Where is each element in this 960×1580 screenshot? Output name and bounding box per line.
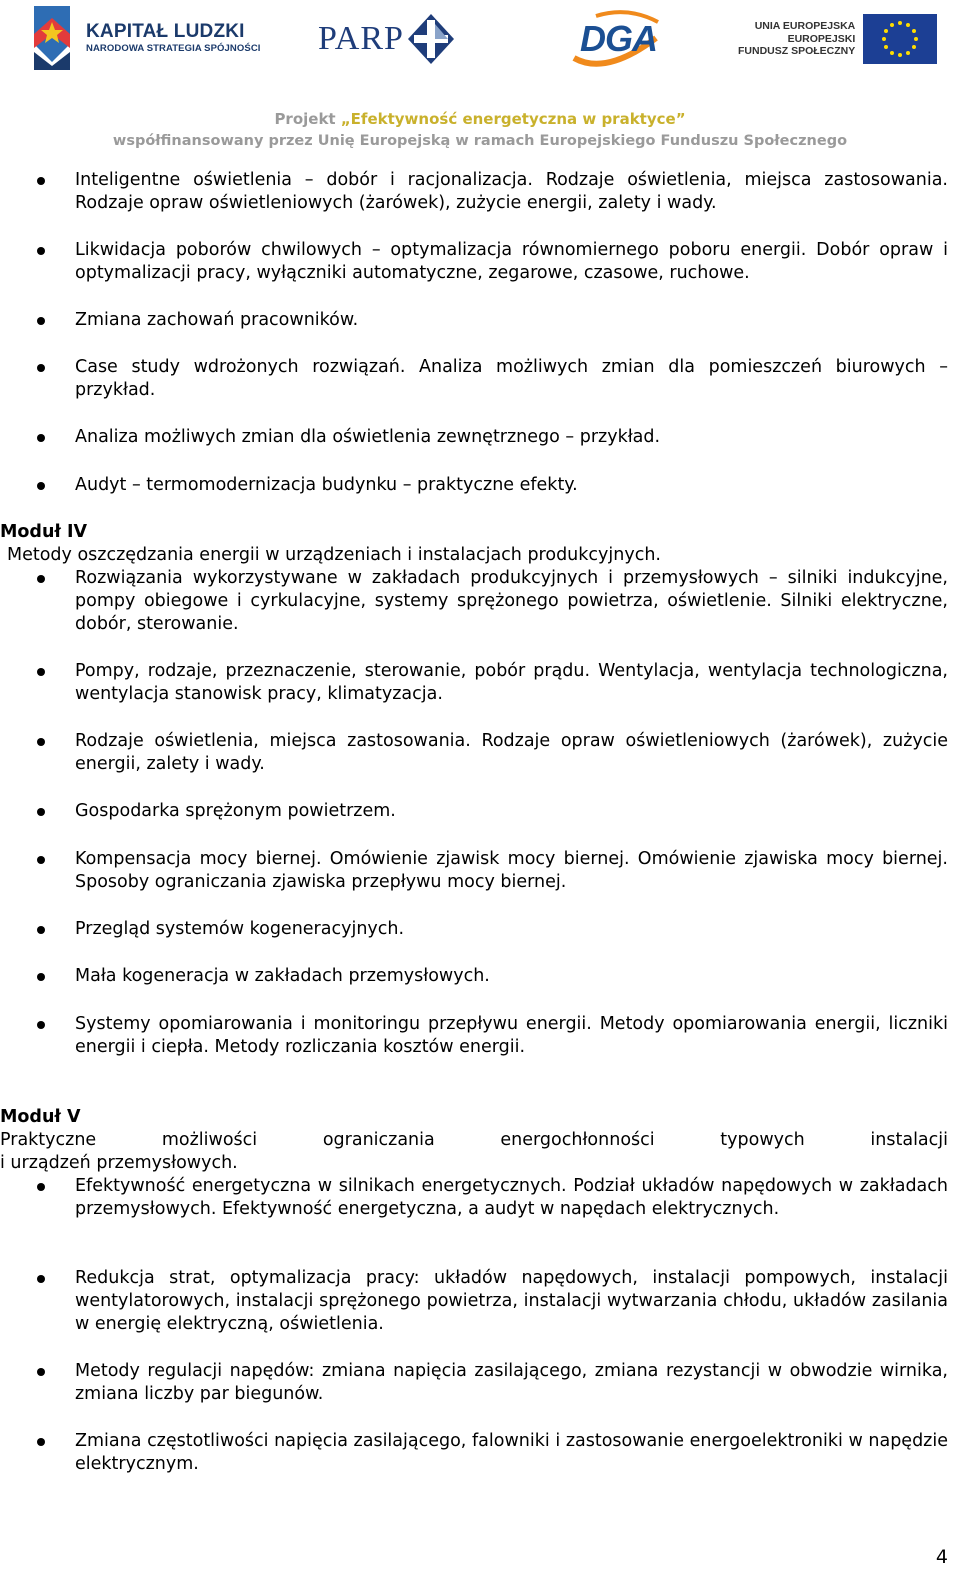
bullet-icon — [37, 973, 45, 981]
eu-flag-icon — [863, 14, 937, 64]
bullet-icon — [37, 482, 45, 490]
list-item: Redukcja strat, optymalizacja pracy: układów napędowych, instalacji pompowych, instalacji wentylatorowych, instalacji sprężonego powietrza, instalacji wytwarzania chłodu, układów zasilania w energię elektryczną, oświetlenia. — [75, 1268, 948, 1334]
list-item: Mała kogeneracja w zakładach przemysłowych. — [75, 966, 490, 986]
project-title — [0, 110, 960, 128]
list-item: Likwidacja poborów chwilowych – optymalizacja równomiernego poboru energii. Dobór opraw i optymalizacji pracy, wyłączniki automatyczne, zegarowe, czasowe, ruchowe. — [75, 240, 948, 283]
bullet-icon — [37, 1368, 45, 1376]
bullet-icon — [37, 177, 45, 185]
list-item: Rodzaje oświetlenia, miejsca zastosowania. Rodzaje opraw oświetleniowych (żarówek), zużycie energii, zalety i wady. — [75, 731, 948, 774]
list-item: Zmiana częstotliwości napięcia zasilającego, falowniki i zastosowanie energoelektroniki w napędzie elektrycznym. — [75, 1431, 948, 1474]
kapital-ludzki-title: KAPITAŁ LUDZKI — [86, 21, 245, 43]
bullet-icon — [37, 926, 45, 934]
kapital-ludzki-subtitle: NARODOWA STRATEGIA SPÓJNOŚCI — [86, 43, 261, 55]
bullet-icon — [37, 317, 45, 325]
bullet-icon — [37, 808, 45, 816]
list-item: Audyt – termomodernizacja budynku – praktyczne efekty. — [75, 475, 578, 495]
bullet-icon — [37, 575, 45, 583]
list-item: Gospodarka sprężonym powietrzem. — [75, 801, 396, 821]
module-5-subtitle-line-2: i urządzeń przemysłowych. — [0, 1153, 238, 1173]
module-4-title: Moduł IV — [0, 522, 88, 542]
list-item: Analiza możliwych zmian dla oświetlenia zewnętrznego – przykład. — [75, 427, 661, 447]
list-item: Zmiana zachowań pracowników. — [75, 310, 359, 330]
list-item: Case study wdrożonych rozwiązań. Analiza możliwych zmian dla pomieszczeń biurowych – przykład. — [75, 357, 948, 400]
bullet-icon — [37, 364, 45, 372]
bullet-icon — [37, 1183, 45, 1191]
bullet-icon — [37, 1021, 45, 1029]
eu-line-2: EUROPEJSKI — [787, 32, 856, 45]
eu-line-3: FUNDUSZ SPOŁECZNY — [738, 45, 856, 58]
dga-text: DGA — [580, 18, 657, 59]
parp-emblem-icon — [408, 14, 454, 64]
parp-text: PARP — [318, 20, 404, 57]
dga-logo — [566, 8, 664, 68]
project-prefix: Projekt — [274, 110, 341, 128]
bullet-icon — [37, 668, 45, 676]
bullet-icon — [37, 1275, 45, 1283]
module-4-subtitle: Metody oszczędzania energii w urządzeniach i instalacjach produkcyjnych. — [7, 545, 661, 565]
list-item: Systemy opomiarowania i monitoringu przepływu energii. Metody opomiarowania energii, liczniki energii i ciepła. Metody rozliczania kosztów energii. — [75, 1014, 948, 1057]
bullet-icon — [37, 856, 45, 864]
project-cofinance-line: współfinansowany przez Unię Europejską w ramach Europejskiego Funduszu Społecznego — [112, 133, 848, 149]
eu-line-1: UNIA EUROPEJSKA — [754, 20, 856, 33]
bullet-icon — [37, 738, 45, 746]
project-name: „Efektywność energetyczna w praktyce” — [340, 110, 686, 128]
list-item: Kompensacja mocy biernej. Omówienie zjawisk mocy biernej. Omówienie zjawiska mocy biernej. Sposoby ograniczania zjawiska przepływu mocy biernej. — [75, 849, 948, 892]
list-item: Metody regulacji napędów: zmiana napięcia zasilającego, zmiana rezystancji w obwodzie wirnika, zmiana liczby par biegunów. — [75, 1361, 948, 1404]
module-5-subtitle-line-1: Praktyczne możliwości ograniczania energochłonności typowych instalacji — [0, 1130, 948, 1150]
list-item: Rozwiązania wykorzystywane w zakładach produkcyjnych i przemysłowych – silniki indukcyjne, pompy obiegowe i cyrkulacyjne, systemy sprężonego powietrza, oświetlenie. Silniki elektryczne, dobór, sterowanie. — [75, 568, 948, 634]
list-item: Pompy, rodzaje, przeznaczenie, sterowanie, pobór prądu. Wentylacja, wentylacja technologiczna, wentylacja stanowisk pracy, klimatyzacja. — [75, 661, 948, 704]
bullet-icon — [37, 1438, 45, 1446]
bullet-icon — [37, 434, 45, 442]
parp-logo — [318, 14, 454, 64]
list-item: Efektywność energetyczna w silnikach energetycznych. Podział układów napędowych w zakładach przemysłowych. Efektywność energetyczna, a audyt w napędach elektrycznych. — [75, 1176, 948, 1219]
module-5-title: Moduł V — [0, 1107, 81, 1127]
eu-logo — [738, 14, 937, 64]
page-number: 4 — [935, 1546, 948, 1568]
kapital-ludzki-logo — [28, 4, 261, 72]
bullet-icon — [37, 247, 45, 255]
list-item: Inteligentne oświetlenia – dobór i racjonalizacja. Rodzaje oświetlenia, miejsca zastosowania. Rodzaje opraw oświetleniowych (żarówek), zużycie energii, zalety i wady. — [75, 170, 948, 213]
kapital-ludzki-emblem-icon — [28, 4, 76, 72]
list-item: Przegląd systemów kogeneracyjnych. — [75, 919, 405, 939]
